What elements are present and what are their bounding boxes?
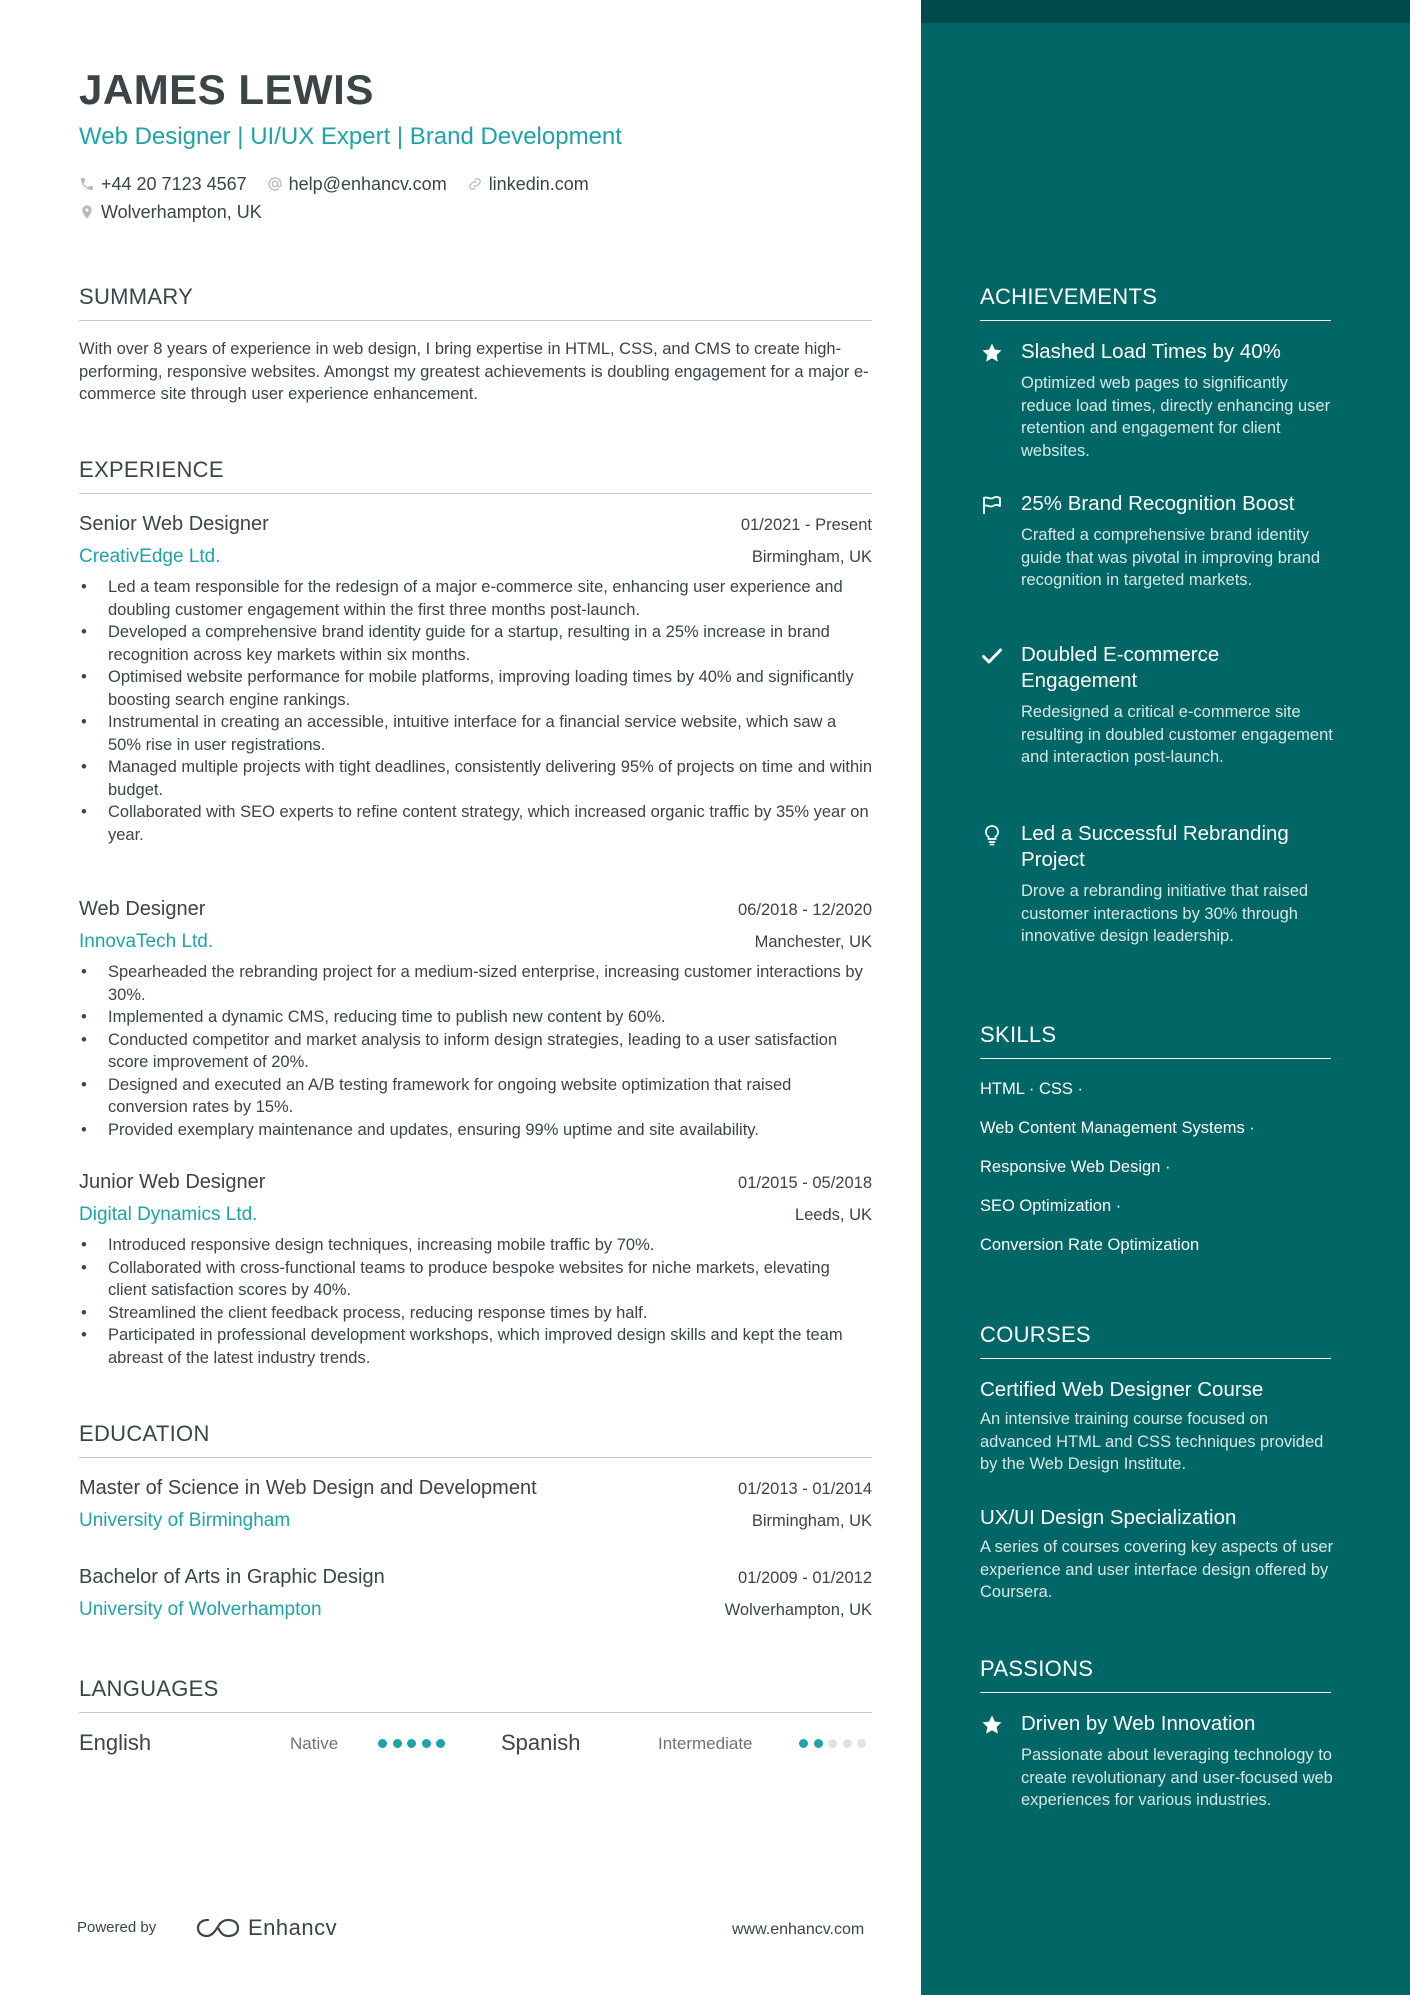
language-level: Intermediate	[658, 1734, 753, 1753]
job-location: Manchester, UK	[754, 933, 872, 951]
achievement-item	[980, 821, 1340, 948]
email-text: help@enhancv.com	[288, 173, 447, 194]
job-role: Web Designer	[79, 898, 206, 920]
achievement-item	[980, 491, 1340, 592]
school-location: Wolverhampton, UK	[724, 1601, 872, 1619]
location-text: Wolverhampton, UK	[101, 201, 262, 222]
achievements-heading: ACHIEVEMENTS	[980, 284, 1331, 321]
experience-heading: EXPERIENCE	[79, 457, 872, 494]
education-entry	[79, 1566, 872, 1621]
list-item: • Spearheaded the rebranding project for a medium-sized enterprise, increasing customer interactions by 30%.	[79, 961, 872, 1006]
school-name[interactable]: University of Wolverhampton	[79, 1599, 322, 1620]
skill-item: HTML · CSS ·	[980, 1080, 1083, 1098]
proficiency-dot-filled	[393, 1739, 402, 1748]
skill-item: Web Content Management Systems ·	[980, 1119, 1255, 1137]
job-bullets	[79, 576, 872, 846]
location-pin-icon	[79, 204, 95, 220]
sidebar-top-bar	[921, 0, 1410, 23]
at-icon	[267, 176, 283, 192]
proficiency-dot-empty	[828, 1739, 837, 1748]
list-item: • Instrumental in creating an accessible, intuitive interface for a financial service website, which saw a 50% rise in user registrations.	[79, 711, 872, 756]
languages-list	[79, 1730, 872, 1760]
phone-text: +44 20 7123 4567	[101, 173, 247, 194]
achievement-item	[980, 339, 1340, 462]
list-item: • Managed multiple projects with tight deadlines, consistently delivering 95% of projects on time and within budget.	[79, 756, 872, 801]
phone-contact[interactable]	[79, 174, 247, 195]
job-entry	[79, 1171, 872, 1369]
link-contact[interactable]	[467, 174, 589, 195]
list-item: • Designed and executed an A/B testing framework for ongoing website optimization that raised conversion rates by 15%.	[79, 1074, 872, 1119]
degree-title: Bachelor of Arts in Graphic Design	[79, 1566, 385, 1588]
list-item: • Implemented a dynamic CMS, reducing time to publish new content by 60%.	[79, 1006, 872, 1029]
list-item: • Participated in professional development workshops, which improved design skills and kept the team abreast of the latest industry trends.	[79, 1324, 872, 1369]
language-name: Spanish	[501, 1730, 581, 1755]
list-item: • Collaborated with cross-functional teams to produce bespoke websites for niche markets, elevating client satisfaction scores by 40%.	[79, 1257, 872, 1302]
course-desc: An intensive training course focused on advanced HTML and CSS techniques provided by the Web Design Institute.	[980, 1410, 1324, 1473]
list-item: • Provided exemplary maintenance and updates, ensuring 99% uptime and site availability.	[79, 1119, 872, 1142]
achievement-desc: Crafted a comprehensive brand identity guide that was pivotal in improving brand recognition in targeted markets.	[1021, 526, 1321, 589]
email-contact[interactable]	[267, 174, 447, 195]
list-item: • Collaborated with SEO experts to refine content strategy, which increased organic traffic by 35% year on year.	[79, 801, 872, 846]
job-dates: 06/2018 - 12/2020	[738, 901, 872, 919]
job-bullets	[79, 1234, 872, 1369]
achievement-desc: Redesigned a critical e-commerce site resulting in doubled customer engagement and interaction post-launch.	[1021, 703, 1333, 766]
list-item: • Streamlined the client feedback process, reducing response times by half.	[79, 1302, 872, 1325]
school-location: Birmingham, UK	[751, 1512, 872, 1530]
link-text: linkedin.com	[488, 173, 589, 194]
achievement-desc: Optimized web pages to significantly reduce load times, directly enhancing user retention and engagement for client websites.	[1021, 374, 1331, 460]
proficiency-dot-filled	[436, 1739, 445, 1748]
job-company[interactable]: Digital Dynamics Ltd.	[79, 1204, 258, 1225]
job-dates: 01/2021 - Present	[740, 516, 872, 534]
passion-desc: Passionate about leveraging technology to create revolutionary and user-focused web experiences for various industries.	[1021, 1746, 1333, 1809]
contact-info	[79, 170, 609, 226]
courses-heading: COURSES	[980, 1322, 1331, 1359]
passions-heading: PASSIONS	[980, 1656, 1331, 1693]
achievement-title: Slashed Load Times by 40%	[1021, 340, 1281, 363]
job-dates: 01/2015 - 05/2018	[738, 1174, 872, 1192]
skill-item: SEO Optimization ·	[980, 1197, 1122, 1215]
enhancv-logo[interactable]	[196, 1915, 337, 1941]
check-icon	[980, 644, 1004, 668]
course-item	[980, 1505, 1340, 1604]
link-icon	[467, 176, 483, 192]
language-name: English	[79, 1730, 152, 1755]
job-entry	[79, 513, 872, 846]
language-level: Native	[290, 1734, 339, 1753]
passion-item	[980, 1711, 1340, 1812]
job-entry	[79, 898, 872, 1141]
enhancv-logo-icon	[196, 1917, 240, 1939]
candidate-title: Web Designer | UI/UX Expert | Brand Development	[79, 123, 622, 150]
language-item	[79, 1730, 449, 1756]
proficiency-dot-filled	[407, 1739, 416, 1748]
proficiency-dot-filled	[378, 1739, 387, 1748]
lightbulb-icon	[980, 823, 1004, 847]
summary-heading: SUMMARY	[79, 284, 872, 321]
job-company[interactable]: CreativEdge Ltd.	[79, 546, 221, 567]
footer-powered-by: Powered by	[77, 1919, 157, 1936]
achievement-desc: Drove a rebranding initiative that raised customer interactions by 30% through innovative design leadership.	[1021, 882, 1309, 945]
achievement-title: Led a Successful Rebranding Project	[1021, 822, 1289, 871]
candidate-name: JAMES LEWIS	[79, 66, 374, 113]
language-item	[501, 1730, 871, 1756]
languages-heading: LANGUAGES	[79, 1676, 872, 1713]
phone-icon	[79, 176, 95, 192]
education-dates: 01/2013 - 01/2014	[738, 1480, 872, 1498]
proficiency-dot-filled	[814, 1739, 823, 1748]
skills-heading: SKILLS	[980, 1022, 1331, 1059]
list-item: • Developed a comprehensive brand identity guide for a startup, resulting in a 25% increase in brand recognition across key markets within six months.	[79, 621, 872, 666]
footer-brand: Enhancv	[248, 1915, 338, 1940]
star-icon	[980, 341, 1004, 365]
skills-list	[980, 1078, 1331, 1273]
job-bullets	[79, 961, 872, 1141]
education-entry	[79, 1477, 872, 1532]
footer-url[interactable]: www.enhancv.com	[732, 1921, 865, 1938]
proficiency-dot-filled	[799, 1739, 808, 1748]
job-role: Junior Web Designer	[79, 1171, 266, 1193]
proficiency-dot-empty	[857, 1739, 866, 1748]
skill-item: Responsive Web Design ·	[980, 1158, 1171, 1176]
job-company[interactable]: InnovaTech Ltd.	[79, 931, 214, 952]
job-location: Leeds, UK	[794, 1206, 872, 1224]
education-heading: EDUCATION	[79, 1421, 872, 1458]
list-item: • Optimised website performance for mobile platforms, improving loading times by 40% and significantly boosting search engine rankings.	[79, 666, 872, 711]
degree-title: Master of Science in Web Design and Development	[79, 1477, 537, 1499]
summary-text: With over 8 years of experience in web design, I bring expertise in HTML, CSS, and CMS to create high-performing, responsive websites. Amongst my greatest achievements is doubling engagement for a major e-commerce site through user experience enhancement.	[79, 340, 869, 403]
course-desc: A series of courses covering key aspects of user experience and user interface design offered by Coursera.	[980, 1538, 1334, 1601]
achievement-title: 25% Brand Recognition Boost	[1021, 492, 1295, 515]
course-item	[980, 1377, 1340, 1476]
education-dates: 01/2009 - 01/2012	[738, 1569, 872, 1587]
school-name[interactable]: University of Birmingham	[79, 1510, 291, 1531]
sidebar	[921, 0, 1410, 1995]
passion-title: Driven by Web Innovation	[1021, 1712, 1256, 1735]
job-location: Birmingham, UK	[751, 548, 872, 566]
proficiency-dot-filled	[422, 1739, 431, 1748]
proficiency-dot-empty	[843, 1739, 852, 1748]
language-proficiency-dots	[799, 1739, 872, 1748]
location-contact	[79, 202, 262, 223]
language-proficiency-dots	[378, 1739, 451, 1748]
course-title: Certified Web Designer Course	[980, 1378, 1264, 1401]
list-item: • Led a team responsible for the redesign of a major e-commerce site, enhancing user experience and doubling customer engagement within the first three months post-launch.	[79, 576, 872, 621]
achievement-item	[980, 642, 1340, 769]
skill-item: Conversion Rate Optimization	[980, 1236, 1200, 1254]
achievement-title: Doubled E-commerce Engagement	[1021, 643, 1220, 692]
flag-icon	[980, 493, 1004, 517]
job-role: Senior Web Designer	[79, 513, 269, 535]
course-title: UX/UI Design Specialization	[980, 1506, 1237, 1529]
star-icon	[980, 1713, 1004, 1737]
list-item: • Introduced responsive design techniques, increasing mobile traffic by 70%.	[79, 1234, 872, 1257]
list-item: • Conducted competitor and market analysis to inform design strategies, leading to a user satisfaction score improvement of 20%.	[79, 1029, 872, 1074]
